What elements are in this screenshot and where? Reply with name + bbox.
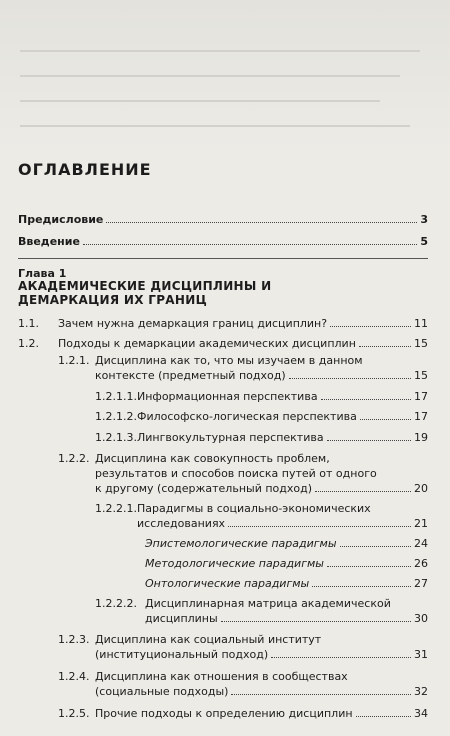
entry-title: Лингвокультурная перспектива bbox=[137, 431, 324, 444]
entry-title-line: Дисциплина как совокупность проблем, bbox=[95, 452, 330, 465]
entry-title-line: результатов и способов поиска путей от одного bbox=[95, 467, 377, 480]
entry-page: 20 bbox=[414, 482, 428, 495]
toc-entry-number: 1.2.2.1. bbox=[95, 502, 137, 515]
entry-title: Подходы к демаркации академических дисциплин bbox=[58, 337, 356, 350]
toc-entry-intro[interactable] bbox=[18, 235, 428, 248]
leader-dots bbox=[330, 326, 411, 327]
leader-dots bbox=[228, 526, 411, 527]
toc-entry[interactable] bbox=[145, 612, 428, 625]
entry-page: 21 bbox=[414, 517, 428, 530]
entry-title: Зачем нужна демаркация границ дисциплин? bbox=[58, 317, 328, 330]
leader-dots bbox=[321, 399, 411, 400]
toc-entry-preface[interactable] bbox=[18, 213, 428, 226]
entry-page: 15 bbox=[414, 369, 428, 382]
entry-title: (институциональный подход) bbox=[95, 648, 269, 661]
entry-page: 5 bbox=[420, 235, 428, 248]
entry-title-line: Дисциплина как отношения в сообществах bbox=[95, 670, 348, 683]
entry-page: 30 bbox=[414, 612, 428, 625]
leader-dots bbox=[356, 716, 411, 717]
entry-title-line: Парадигмы в социально-экономических bbox=[137, 502, 371, 515]
toc-entry[interactable] bbox=[145, 557, 428, 570]
entry-page: 32 bbox=[414, 685, 428, 698]
leader-dots bbox=[327, 566, 411, 567]
entry-title: к другому (содержательный подход) bbox=[95, 482, 313, 495]
entry-title: Эпистемологические парадигмы bbox=[145, 537, 337, 550]
toc-entry[interactable] bbox=[95, 390, 428, 403]
entry-title: (социальные подходы) bbox=[95, 685, 229, 698]
entry-page: 3 bbox=[420, 213, 428, 226]
toc-entry[interactable] bbox=[95, 685, 428, 698]
entry-number: 1.2.1.3. bbox=[95, 431, 137, 444]
leader-dots bbox=[360, 419, 411, 420]
entry-title-line: Дисциплина как социальный институт bbox=[95, 633, 322, 646]
leader-dots bbox=[271, 657, 411, 658]
toc-entry[interactable] bbox=[58, 707, 428, 720]
toc-entry[interactable] bbox=[95, 410, 428, 423]
entry-title: Информационная перспектива bbox=[137, 390, 318, 403]
entry-page: 31 bbox=[414, 648, 428, 661]
leader-dots bbox=[221, 621, 411, 622]
divider bbox=[18, 258, 428, 259]
leader-dots bbox=[312, 586, 411, 587]
entry-number: 1.2. bbox=[18, 337, 39, 350]
leader-dots bbox=[340, 546, 411, 547]
toc-heading: ОГЛАВЛЕНИЕ bbox=[18, 160, 152, 179]
entry-page: 26 bbox=[414, 557, 428, 570]
toc-entry[interactable] bbox=[145, 537, 428, 550]
entry-title: Введение bbox=[18, 235, 80, 248]
entry-page: 24 bbox=[414, 537, 428, 550]
toc-entry[interactable] bbox=[95, 369, 428, 382]
toc-entry[interactable] bbox=[18, 337, 428, 350]
entry-title: Онтологические парадигмы bbox=[145, 577, 310, 590]
entry-page: 34 bbox=[414, 707, 428, 720]
entry-title: Философско-логическая перспектива bbox=[137, 410, 357, 423]
toc-entry[interactable] bbox=[145, 577, 428, 590]
toc-entry-number: 1.2.4. bbox=[58, 670, 90, 683]
entry-number: 1.2.5. bbox=[58, 707, 90, 720]
entry-page: 15 bbox=[414, 337, 428, 350]
entry-page: 27 bbox=[414, 577, 428, 590]
toc-entry-number: 1.2.2.2. bbox=[95, 597, 137, 610]
entry-title: Предисловие bbox=[18, 213, 104, 226]
chapter-title: АКАДЕМИЧЕСКИЕ ДИСЦИПЛИНЫ И ДЕМАРКАЦИЯ ИХ ГРАНИЦ bbox=[18, 279, 272, 307]
entry-page: 11 bbox=[414, 317, 428, 330]
entry-number: 1.2.1.1. bbox=[95, 390, 137, 403]
entry-title: исследованиях bbox=[137, 517, 226, 530]
toc-entry-number: 1.2.3. bbox=[58, 633, 90, 646]
leader-dots bbox=[83, 244, 417, 245]
entry-title: дисциплины bbox=[145, 612, 218, 625]
toc-entry[interactable] bbox=[18, 317, 428, 330]
leader-dots bbox=[106, 222, 417, 223]
leader-dots bbox=[359, 346, 411, 347]
toc-entry[interactable] bbox=[95, 648, 428, 661]
leader-dots bbox=[289, 378, 411, 379]
entry-title-line: Дисциплина как то, что мы изучаем в данном bbox=[95, 354, 363, 367]
entry-title: контексте (предметный подход) bbox=[95, 369, 286, 382]
entry-page: 17 bbox=[414, 410, 428, 423]
entry-title-line: Дисциплинарная матрица академической bbox=[145, 597, 391, 610]
leader-dots bbox=[231, 694, 411, 695]
entry-title: Прочие подходы к определению дисциплин bbox=[95, 707, 353, 720]
toc-entry[interactable] bbox=[95, 431, 428, 444]
toc-entry-number: 1.2.1. bbox=[58, 354, 90, 367]
toc-entry[interactable] bbox=[137, 517, 428, 530]
entry-title: Методологические парадигмы bbox=[145, 557, 324, 570]
entry-number: 1.2.1.2. bbox=[95, 410, 137, 423]
entry-number: 1.1. bbox=[18, 317, 39, 330]
entry-page: 19 bbox=[414, 431, 428, 444]
leader-dots bbox=[327, 440, 411, 441]
chapter-label: Глава 1 bbox=[18, 267, 67, 280]
toc-entry[interactable] bbox=[95, 482, 428, 495]
toc-entry-number: 1.2.2. bbox=[58, 452, 90, 465]
leader-dots bbox=[315, 491, 411, 492]
entry-page: 17 bbox=[414, 390, 428, 403]
